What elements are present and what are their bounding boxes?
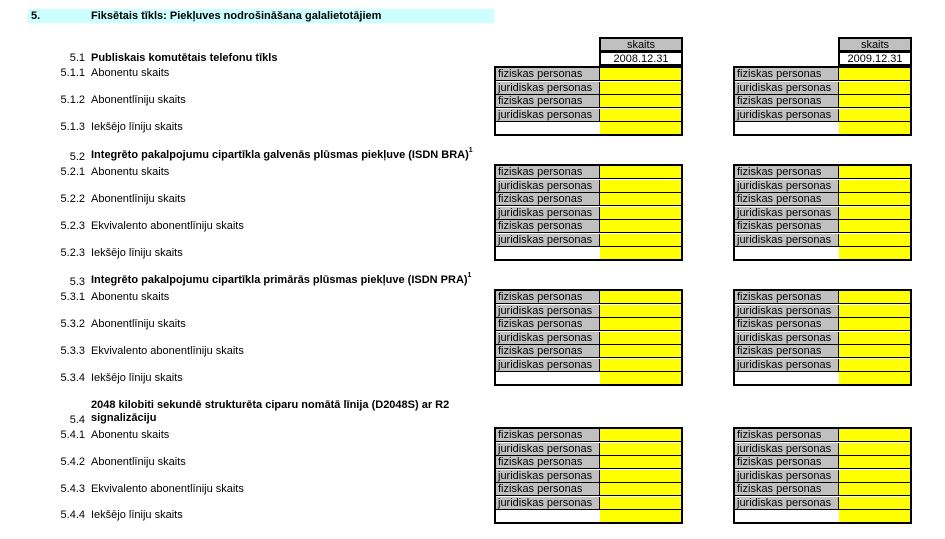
label-natural-persons: fiziskas personas: [735, 220, 839, 233]
grid-row: [496, 207, 681, 220]
grid-row: [496, 345, 681, 358]
value-cell[interactable]: [839, 318, 910, 331]
value-cell[interactable]: [600, 372, 681, 385]
value-cell[interactable]: [839, 180, 910, 193]
subsection-number: 5.4: [69, 414, 85, 426]
item-number: 5.2.3: [60, 247, 85, 259]
input-grid: [733, 164, 912, 261]
subsection-title-cont: signalizāciju: [91, 412, 157, 424]
grid-row: [735, 332, 910, 345]
value-cell[interactable]: [600, 443, 681, 456]
value-cell[interactable]: [600, 483, 681, 496]
item-number: 5.2.1: [60, 166, 85, 178]
grid-row: [735, 109, 910, 122]
label-legal-persons: juridiskas personas: [735, 82, 839, 95]
value-cell[interactable]: [600, 456, 681, 469]
grid-row: [735, 95, 910, 108]
label-legal-persons: juridiskas personas: [496, 359, 600, 372]
grid-row: [735, 68, 910, 81]
grid-row: [735, 359, 910, 372]
value-cell[interactable]: [839, 220, 910, 233]
grid-row: [496, 470, 681, 483]
label-natural-persons: fiziskas personas: [496, 291, 600, 304]
label-legal-persons: juridiskas personas: [735, 497, 839, 510]
label-legal-persons: juridiskas personas: [735, 443, 839, 456]
grid-row: [496, 122, 681, 135]
label-legal-persons: juridiskas personas: [735, 207, 839, 220]
value-cell[interactable]: [600, 332, 681, 345]
value-cell[interactable]: [839, 443, 910, 456]
value-cell[interactable]: [839, 429, 910, 442]
label-natural-persons: fiziskas personas: [735, 193, 839, 206]
col2-header: skaits: [838, 37, 912, 52]
item-number: 5.3.3: [60, 345, 85, 357]
value-cell[interactable]: [839, 372, 910, 385]
label-legal-persons: juridiskas personas: [735, 359, 839, 372]
item-label: Iekšējo līniju skaits: [91, 372, 183, 384]
item-number: 5.4.2: [60, 456, 85, 468]
col1-header: skaits: [599, 37, 683, 52]
grid-row: [496, 95, 681, 108]
grid-row: [735, 166, 910, 179]
value-cell[interactable]: [839, 95, 910, 108]
input-grid: [733, 289, 912, 386]
label-natural-persons: fiziskas personas: [735, 68, 839, 81]
item-number: 5.2.3: [60, 220, 85, 232]
label-legal-persons: juridiskas personas: [496, 109, 600, 122]
label-natural-persons: fiziskas personas: [496, 220, 600, 233]
value-cell[interactable]: [839, 470, 910, 483]
grid-row: [496, 305, 681, 318]
value-cell[interactable]: [600, 220, 681, 233]
subsection-number: 5.1: [69, 52, 85, 64]
item-label: Ekvivalento abonentlīniju skaits: [91, 220, 244, 232]
grid-row: [496, 234, 681, 247]
value-cell[interactable]: [839, 122, 910, 135]
label-legal-persons: juridiskas personas: [496, 305, 600, 318]
value-cell[interactable]: [839, 345, 910, 358]
label-legal-persons: juridiskas personas: [496, 207, 600, 220]
label-natural-persons: fiziskas personas: [735, 456, 839, 469]
value-cell[interactable]: [600, 82, 681, 95]
value-cell[interactable]: [600, 497, 681, 510]
grid-row: [496, 291, 681, 304]
label-legal-persons: juridiskas personas: [496, 470, 600, 483]
value-cell[interactable]: [600, 68, 681, 81]
label-legal-persons: juridiskas personas: [735, 332, 839, 345]
subsection-number: 5.3: [69, 276, 85, 288]
value-cell[interactable]: [839, 510, 910, 523]
item-label: Iekšējo līniju skaits: [91, 509, 183, 521]
item-label: Iekšējo līniju skaits: [91, 121, 183, 133]
input-grid: [494, 66, 683, 136]
subsection-number: 5.2: [69, 151, 85, 163]
grid-row: [735, 220, 910, 233]
value-cell[interactable]: [600, 470, 681, 483]
label-natural-persons: fiziskas personas: [735, 318, 839, 331]
item-label: Ekvivalento abonentlīniju skaits: [91, 483, 244, 495]
item-label: Abonentu skaits: [91, 291, 170, 303]
value-cell[interactable]: [839, 456, 910, 469]
grid-row: [496, 332, 681, 345]
label-legal-persons: juridiskas personas: [496, 82, 600, 95]
grid-row: [735, 318, 910, 331]
grid-row: [735, 443, 910, 456]
item-number: 5.4.3: [60, 483, 85, 495]
value-cell[interactable]: [839, 68, 910, 81]
grid-row: [496, 429, 681, 442]
item-number: 5.3.2: [60, 318, 85, 330]
label-natural-persons: fiziskas personas: [496, 193, 600, 206]
subsection-title: Integrēto pakalpojumu cipartīkla galvenās plūsmas piekļuve (ISDN BRA)$^1$: [91, 147, 473, 161]
label-legal-persons: juridiskas personas: [735, 234, 839, 247]
value-cell[interactable]: [600, 510, 681, 523]
value-cell[interactable]: [839, 234, 910, 247]
value-cell[interactable]: [600, 180, 681, 193]
value-cell[interactable]: [600, 234, 681, 247]
item-label: Abonentu skaits: [91, 67, 170, 79]
grid-row: [496, 443, 681, 456]
grid-row: [496, 510, 681, 523]
item-number: 5.1.2: [60, 94, 85, 106]
section-title: Fiksētais tīkls: Piekļuves nodrošināšana galalietotājiem: [91, 10, 382, 22]
label-natural-persons: fiziskas personas: [735, 345, 839, 358]
value-cell[interactable]: [839, 247, 910, 260]
input-grid: [733, 427, 912, 524]
grid-row: [496, 497, 681, 510]
value-cell[interactable]: [839, 305, 910, 318]
grid-row: [735, 372, 910, 385]
value-cell[interactable]: [600, 193, 681, 206]
grid-row: [496, 318, 681, 331]
grid-row: [496, 68, 681, 81]
value-cell[interactable]: [839, 291, 910, 304]
label-natural-persons: fiziskas personas: [496, 456, 600, 469]
subsection-title: Publiskais komutētais telefonu tīkls: [91, 52, 278, 64]
value-cell[interactable]: [839, 359, 910, 372]
value-cell[interactable]: [600, 207, 681, 220]
value-cell[interactable]: [600, 109, 681, 122]
label-natural-persons: fiziskas personas: [735, 166, 839, 179]
label-natural-persons: fiziskas personas: [496, 318, 600, 331]
item-label: Abonentlīniju skaits: [91, 193, 186, 205]
grid-row: [496, 193, 681, 206]
value-cell[interactable]: [600, 305, 681, 318]
input-grid: [494, 427, 683, 524]
grid-row: [735, 234, 910, 247]
value-cell[interactable]: [600, 429, 681, 442]
item-label: Abonentu skaits: [91, 166, 170, 178]
grid-row: [735, 291, 910, 304]
value-cell[interactable]: [600, 247, 681, 260]
value-cell[interactable]: [839, 483, 910, 496]
item-number: 5.1.1: [60, 67, 85, 79]
label-legal-persons: juridiskas personas: [735, 470, 839, 483]
item-label: Iekšējo līniju skaits: [91, 247, 183, 259]
grid-row: [735, 483, 910, 496]
value-cell[interactable]: [600, 291, 681, 304]
grid-row: [735, 497, 910, 510]
grid-row: [735, 456, 910, 469]
grid-row: [496, 372, 681, 385]
value-cell[interactable]: [600, 122, 681, 135]
label-natural-persons: fiziskas personas: [735, 429, 839, 442]
label-legal-persons: juridiskas personas: [496, 234, 600, 247]
grid-row: [735, 429, 910, 442]
grid-row: [735, 193, 910, 206]
item-label: Abonentu skaits: [91, 429, 170, 441]
item-number: 5.3.4: [60, 372, 85, 384]
input-grid: [494, 164, 683, 261]
grid-row: [735, 510, 910, 523]
grid-row: [735, 207, 910, 220]
label-legal-persons: juridiskas personas: [735, 109, 839, 122]
label-natural-persons: fiziskas personas: [735, 95, 839, 108]
value-cell[interactable]: [839, 207, 910, 220]
label-natural-persons: fiziskas personas: [735, 291, 839, 304]
label-legal-persons: juridiskas personas: [735, 305, 839, 318]
value-cell[interactable]: [600, 359, 681, 372]
value-cell[interactable]: [839, 82, 910, 95]
value-cell[interactable]: [839, 193, 910, 206]
grid-row: [496, 166, 681, 179]
subsection-title: Integrēto pakalpojumu cipartīkla primārās plūsmas piekļuve (ISDN PRA)$^1$: [91, 272, 472, 286]
grid-row: [496, 180, 681, 193]
value-cell[interactable]: [600, 318, 681, 331]
input-grid: [494, 289, 683, 386]
grid-row: [735, 180, 910, 193]
label-legal-persons: juridiskas personas: [496, 180, 600, 193]
item-number: 5.3.1: [60, 291, 85, 303]
grid-row: [735, 305, 910, 318]
grid-row: [496, 82, 681, 95]
value-cell[interactable]: [839, 332, 910, 345]
grid-row: [496, 109, 681, 122]
input-grid: [733, 66, 912, 136]
grid-row: [496, 359, 681, 372]
grid-row: [735, 470, 910, 483]
label-natural-persons: fiziskas personas: [496, 483, 600, 496]
value-cell[interactable]: [839, 497, 910, 510]
grid-row: [735, 345, 910, 358]
section-number: 5.: [31, 10, 41, 22]
value-cell[interactable]: [600, 345, 681, 358]
value-cell[interactable]: [839, 109, 910, 122]
item-number: 5.1.3: [60, 121, 85, 133]
grid-row: [735, 247, 910, 260]
item-number: 5.4.1: [60, 429, 85, 441]
label-legal-persons: juridiskas personas: [496, 332, 600, 345]
label-natural-persons: fiziskas personas: [496, 429, 600, 442]
label-natural-persons: fiziskas personas: [735, 483, 839, 496]
label-natural-persons: fiziskas personas: [496, 345, 600, 358]
value-cell[interactable]: [839, 166, 910, 179]
item-label: Abonentlīniju skaits: [91, 318, 186, 330]
label-legal-persons: juridiskas personas: [496, 497, 600, 510]
grid-row: [496, 456, 681, 469]
value-cell[interactable]: [600, 166, 681, 179]
label-legal-persons: juridiskas personas: [496, 443, 600, 456]
label-natural-persons: fiziskas personas: [496, 95, 600, 108]
grid-row: [496, 483, 681, 496]
subsection-title: 2048 kilobiti sekundē strukturēta ciparu nomātā līnija (D2048S) ar R2: [91, 399, 450, 411]
grid-row: [735, 82, 910, 95]
grid-row: [496, 220, 681, 233]
item-number: 5.2.2: [60, 193, 85, 205]
grid-row: [496, 247, 681, 260]
item-label: Ekvivalento abonentlīniju skaits: [91, 345, 244, 357]
col2-date: 2009.12.31: [838, 51, 912, 66]
label-natural-persons: fiziskas personas: [496, 166, 600, 179]
item-number: 5.4.4: [60, 509, 85, 521]
label-legal-persons: juridiskas personas: [735, 180, 839, 193]
item-label: Abonentlīniju skaits: [91, 94, 186, 106]
grid-row: [735, 122, 910, 135]
value-cell[interactable]: [600, 95, 681, 108]
label-natural-persons: fiziskas personas: [496, 68, 600, 81]
col1-date: 2008.12.31: [599, 51, 683, 66]
item-label: Abonentlīniju skaits: [91, 456, 186, 468]
